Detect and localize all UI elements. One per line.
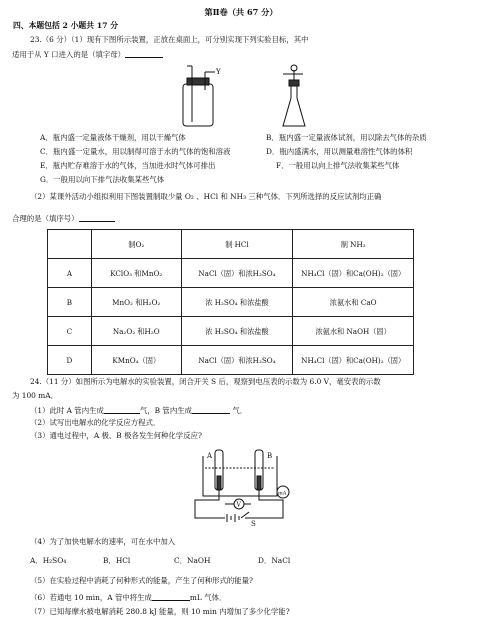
q23-option-e: E．瓶内贮存难溶于水的气体，当加进水时气体可排出	[40, 161, 216, 170]
q24-q1-blank-b	[192, 405, 230, 414]
q24-q6-blank	[152, 592, 190, 601]
fig-label-b: B	[267, 452, 273, 460]
q24-q6-part-b: mL 气体．	[189, 593, 227, 602]
q23-part2-prompt: 合理的是（填序号）	[12, 214, 79, 223]
q24-q1-part-b: 气，B 管内生成	[139, 406, 192, 415]
table-cell: B	[48, 288, 92, 317]
table-cell: 浓 H₂SO₄ 和浓盐酸	[181, 288, 293, 317]
q24-q4-option-c: C．NaOH	[174, 556, 211, 565]
water-trough	[203, 456, 277, 496]
table-cell: KMnO₄（固）	[91, 346, 181, 375]
table-cell: NaCl（固）和浓H₂SO₄	[181, 346, 293, 375]
table-row	[48, 346, 414, 375]
table-header-row	[48, 230, 414, 259]
wash-bottle-body	[183, 84, 213, 126]
q23-answer-blank	[125, 49, 163, 58]
bottle-stopper	[187, 78, 209, 85]
q24-line1: 24.（11 分）如图所示为电解水的实验装置，闭合开关 S 后，观察到电压表的示数为 6.0 V，毫安表的示数	[30, 377, 381, 386]
table-cell: 浓 H₂SO₄ 和浓盐酸	[181, 317, 293, 346]
fig-label-ma: mA	[278, 490, 287, 497]
q23-option-d: D．瓶内盛满水，用以测量难溶性气体的体积	[266, 147, 413, 156]
fig-label-s: S	[251, 520, 256, 528]
table-cell: 浓氨水和 CaO	[293, 288, 414, 317]
fig-label-a: A	[207, 452, 213, 460]
table-row	[48, 259, 414, 288]
q23-part2-line2	[12, 213, 115, 223]
q23-option-f: F．一般用以向上排气法收集某些气体	[276, 161, 400, 170]
table-row	[48, 288, 414, 317]
table-header-cell	[48, 230, 92, 259]
q24-q1-part-c: 气．	[232, 406, 248, 415]
q23-option-c: C．瓶内盛一定量水，用以制得可溶于水的气体的饱和溶液	[40, 147, 231, 156]
q24-q6-part-a: （6）若通电 10 min，A 管中将生成	[30, 593, 152, 602]
q24-q4-option-a: A．H₂SO₄	[30, 556, 67, 565]
q24-q1-part-a: （1）此时 A 管内生成	[30, 406, 104, 415]
section-title: 四、本题包括 2 小题共 17 分	[13, 21, 119, 30]
table-header-cell: 制O₂	[91, 230, 181, 259]
table-cell: KClO₃ 和MnO₂	[91, 259, 181, 288]
table-cell: D	[48, 346, 92, 375]
table-cell: 浓氨水和 NaOH（固）	[293, 317, 414, 346]
q23-option-g: G．一般用以向下排气法收集某些气体	[40, 175, 165, 184]
q24-q4-option-d: D．NaCl	[258, 556, 291, 565]
q24-q4-option-b: B．HCl	[103, 556, 131, 565]
table-cell: C	[48, 317, 92, 346]
table-cell: NH₄Cl（固）和Ca(OH)₂（固）	[293, 259, 414, 288]
q23-line1: 23.（6 分）（1）现有下图所示装置，正放在桌面上，可分别实现下列实验目标，其中	[30, 35, 309, 44]
q24-q1-blank-a	[104, 405, 140, 414]
q23-option-b: B．瓶内盛一定量液体试剂，用以除去气体的杂质	[266, 133, 427, 142]
q23-part2-line1: （2）某课外活动小组拟利用下图装置制取少量 O₂ 、HCl 和 NH₃ 三种气体．下列所选择的反应试剂均正确	[30, 192, 382, 201]
electrolysis-figure	[185, 446, 305, 528]
table-header-cell: 制 NH₃	[293, 230, 414, 259]
q24-q4: （4）为了加快电解水的速率，可在水中加入	[30, 537, 176, 546]
q23-option-a: A．瓶内盛一定量液体干燥剂，用以干燥气体	[40, 133, 186, 142]
q24-q7: （7）已知每摩水被电解消耗 280.8 kJ 能量，则 10 min 内增加了多少化学能?	[30, 607, 290, 616]
table-cell: NaCl（固）和浓H₂SO₄	[181, 259, 293, 288]
table-cell: Na₂O₂ 和H₂O	[91, 317, 181, 346]
q23-line2	[12, 49, 163, 59]
fig-label-y: Y	[216, 68, 221, 76]
q24-q1	[30, 405, 247, 415]
table-row	[48, 317, 414, 346]
reagent-table	[47, 229, 414, 375]
table-cell: NH₄Cl（固）和Ca(OH)₂（固）	[293, 346, 414, 375]
page-title: 第Ⅱ卷（共 67 分）	[204, 7, 278, 17]
apparatus-figure	[175, 62, 325, 132]
q23-prompt: 适用于从 Y 口进入的是（填字母）	[12, 50, 126, 59]
q24-q3: （3）通电过程中，A 极、B 极各发生何种化学反应?	[30, 431, 202, 440]
q23-part2-answer-blank	[79, 213, 115, 222]
q24-q5: （5）在实验过程中消耗了何种形式的能量，产生了何种形式的能量?	[30, 576, 253, 585]
q24-line2: 为 100 mA．	[12, 391, 58, 400]
conical-flask	[283, 86, 305, 126]
q24-q6	[30, 592, 226, 602]
table-cell: MnO₂ 和H₂O₂	[91, 288, 181, 317]
fig-label-v: V	[236, 501, 241, 509]
q24-q2: （2）试写出电解水的化学反应方程式．	[30, 418, 161, 427]
table-header-cell: 制 HCl	[181, 230, 293, 259]
table-cell: A	[48, 259, 92, 288]
